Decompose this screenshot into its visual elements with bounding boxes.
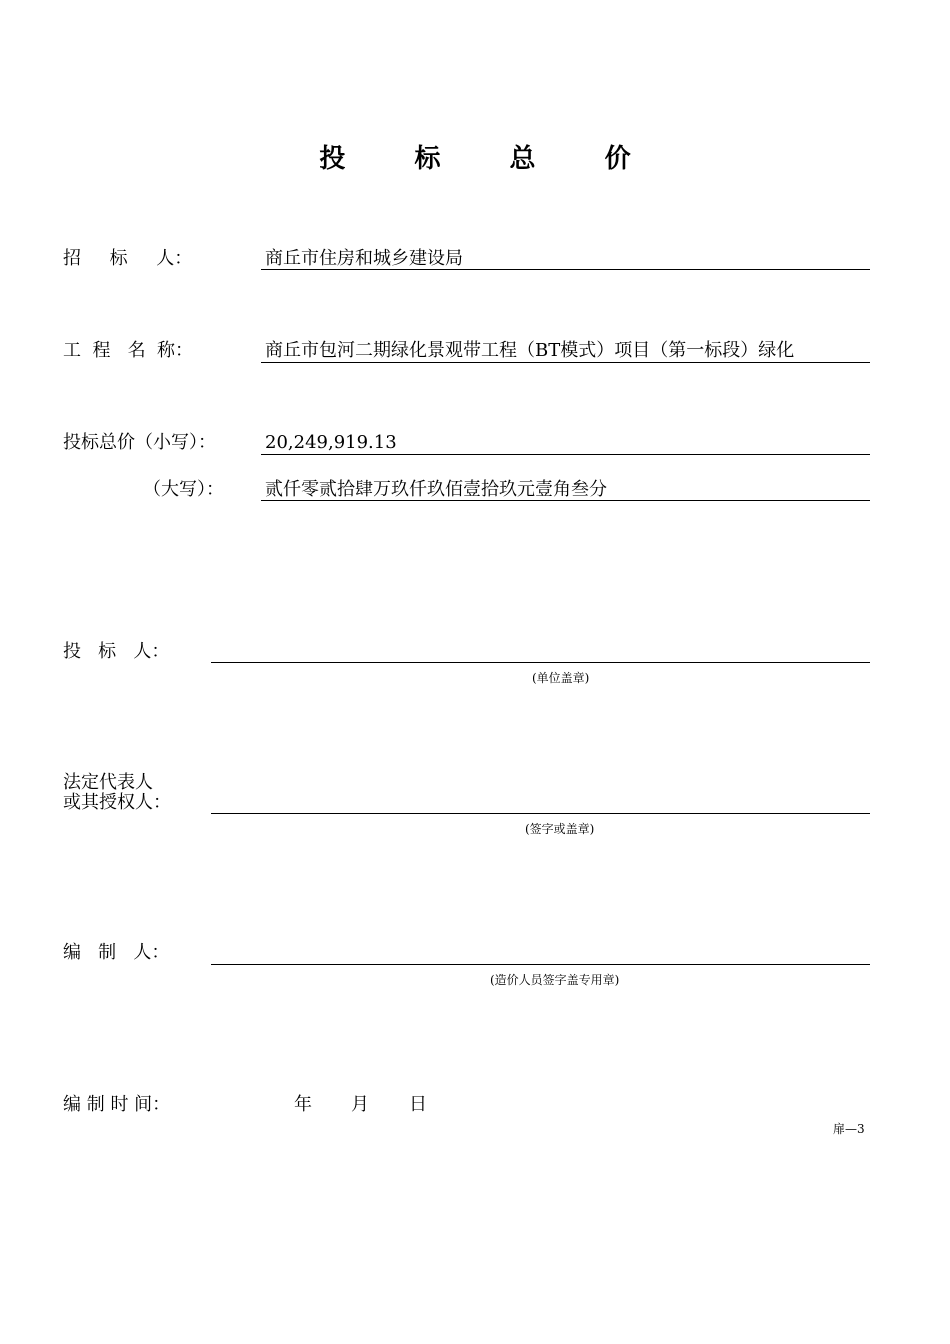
bidder-underline — [211, 662, 870, 663]
bidder-caption: (单位盖章) — [532, 671, 590, 685]
bidder-label: 投 标 人： — [63, 641, 170, 662]
tenderer-label: 招 标 人： — [63, 248, 193, 269]
price-big-label: （大写）： — [143, 479, 224, 500]
page-title: 投 标 总 价 — [319, 144, 661, 174]
legal-rep-label-line1: 法定代表人 — [63, 772, 153, 793]
legal-rep-caption: (签字或盖章) — [525, 822, 595, 836]
legal-rep-label-line2: 或其授权人： — [63, 792, 171, 813]
compiler-caption: (造价人员签字盖专用章) — [490, 973, 620, 987]
tenderer-underline — [261, 269, 870, 270]
price-small-label: 投标总价（小写）： — [63, 432, 216, 453]
price-big-underline — [261, 500, 870, 501]
month-label: 月 — [351, 1094, 369, 1115]
price-big-value: 贰仟零贰拾肆万玖仟玖佰壹拾玖元壹角叁分 — [265, 479, 607, 500]
price-small-value: 20,249,919.13 — [265, 432, 397, 453]
legal-rep-underline — [211, 813, 870, 814]
year-label: 年 — [294, 1094, 312, 1115]
project-underline — [261, 362, 870, 363]
compiler-underline — [211, 964, 870, 965]
page-code: 扉—3 — [833, 1122, 865, 1136]
project-label: 工 程 名 称： — [63, 340, 194, 361]
day-label: 日 — [409, 1094, 427, 1115]
compile-time-label: 编 制 时 间： — [63, 1094, 171, 1115]
compiler-label: 编 制 人： — [63, 942, 170, 963]
tenderer-value: 商丘市住房和城乡建设局 — [265, 248, 463, 269]
project-value: 商丘市包河二期绿化景观带工程（BT模式）项目（第一标段）绿化 — [265, 340, 795, 361]
price-small-underline — [261, 454, 870, 455]
